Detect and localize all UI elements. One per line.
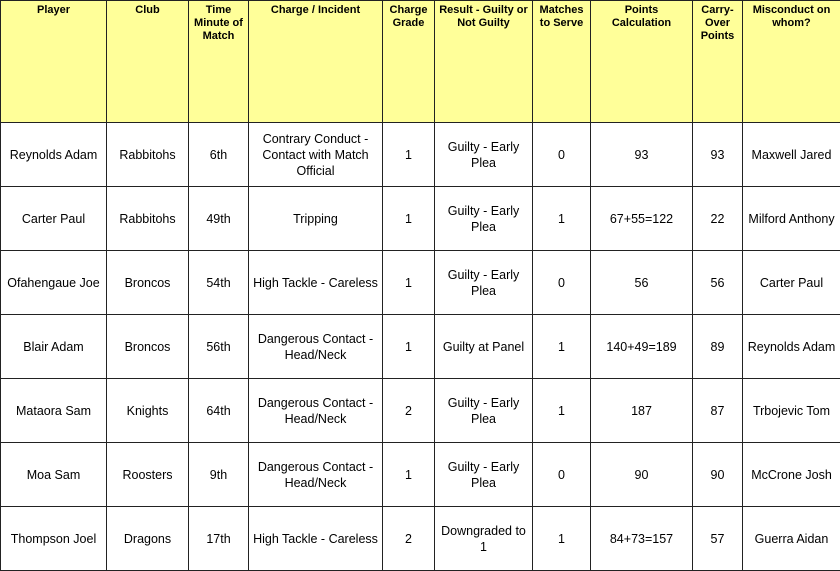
cell-player: Carter Paul [1, 187, 107, 251]
cell-result: Guilty - Early Plea [435, 443, 533, 507]
cell-points-calculation: 90 [591, 443, 693, 507]
cell-misconduct-on-whom: Milford Anthony [743, 187, 840, 251]
cell-carry-over-points: 93 [693, 123, 743, 187]
cell-carry-over-points: 57 [693, 507, 743, 571]
cell-matches-to-serve: 0 [533, 251, 591, 315]
cell-matches-to-serve: 1 [533, 187, 591, 251]
cell-charge-grade: 2 [383, 379, 435, 443]
cell-carry-over-points: 56 [693, 251, 743, 315]
header-row [1, 1, 840, 123]
cell-charge-incident: Dangerous Contact - Head/Neck [249, 443, 383, 507]
cell-matches-to-serve: 1 [533, 507, 591, 571]
cell-points-calculation: 67+55=122 [591, 187, 693, 251]
header-time-minute: Time Minute of Match [189, 1, 249, 123]
header-charge-incident: Charge / Incident [249, 1, 383, 123]
cell-carry-over-points: 90 [693, 443, 743, 507]
cell-matches-to-serve: 1 [533, 315, 591, 379]
cell-charge-incident: Dangerous Contact - Head/Neck [249, 379, 383, 443]
cell-charge-grade: 1 [383, 443, 435, 507]
cell-carry-over-points: 87 [693, 379, 743, 443]
cell-time-minute: 54th [189, 251, 249, 315]
cell-player: Blair Adam [1, 315, 107, 379]
cell-club: Broncos [107, 315, 189, 379]
table-row [1, 251, 840, 315]
cell-charge-incident: High Tackle - Careless [249, 251, 383, 315]
cell-charge-grade: 1 [383, 251, 435, 315]
header-player: Player [1, 1, 107, 123]
header-misconduct-on-whom: Misconduct on whom? [743, 1, 840, 123]
cell-club: Roosters [107, 443, 189, 507]
cell-charge-incident: Tripping [249, 187, 383, 251]
cell-charge-grade: 1 [383, 315, 435, 379]
cell-misconduct-on-whom: Reynolds Adam [743, 315, 840, 379]
header-club: Club [107, 1, 189, 123]
cell-club: Rabbitohs [107, 187, 189, 251]
table-row [1, 123, 840, 187]
cell-result: Guilty - Early Plea [435, 379, 533, 443]
header-charge-grade: Charge Grade [383, 1, 435, 123]
table-row [1, 379, 840, 443]
cell-charge-grade: 1 [383, 187, 435, 251]
cell-misconduct-on-whom: Maxwell Jared [743, 123, 840, 187]
table-body [1, 123, 840, 571]
cell-misconduct-on-whom: Guerra Aidan [743, 507, 840, 571]
cell-player: Mataora Sam [1, 379, 107, 443]
cell-charge-incident: Dangerous Contact - Head/Neck [249, 315, 383, 379]
cell-player: Ofahengaue Joe [1, 251, 107, 315]
cell-time-minute: 9th [189, 443, 249, 507]
table-row [1, 507, 840, 571]
cell-club: Dragons [107, 507, 189, 571]
cell-player: Thompson Joel [1, 507, 107, 571]
cell-matches-to-serve: 0 [533, 443, 591, 507]
cell-charge-incident: High Tackle - Careless [249, 507, 383, 571]
cell-points-calculation: 93 [591, 123, 693, 187]
cell-carry-over-points: 89 [693, 315, 743, 379]
cell-club: Broncos [107, 251, 189, 315]
header-carry-over-points: Carry-Over Points [693, 1, 743, 123]
cell-misconduct-on-whom: Trbojevic Tom [743, 379, 840, 443]
cell-charge-grade: 1 [383, 123, 435, 187]
cell-charge-grade: 2 [383, 507, 435, 571]
cell-points-calculation: 140+49=189 [591, 315, 693, 379]
cell-points-calculation: 187 [591, 379, 693, 443]
cell-result: Guilty - Early Plea [435, 187, 533, 251]
cell-result: Guilty at Panel [435, 315, 533, 379]
cell-player: Reynolds Adam [1, 123, 107, 187]
cell-result: Guilty - Early Plea [435, 123, 533, 187]
cell-time-minute: 6th [189, 123, 249, 187]
cell-result: Guilty - Early Plea [435, 251, 533, 315]
cell-points-calculation: 84+73=157 [591, 507, 693, 571]
table-row [1, 443, 840, 507]
header-points-calculation: Points Calculation [591, 1, 693, 123]
cell-time-minute: 49th [189, 187, 249, 251]
cell-club: Knights [107, 379, 189, 443]
header-result: Result - Guilty or Not Guilty [435, 1, 533, 123]
cell-charge-incident: Contrary Conduct - Contact with Match Official [249, 123, 383, 187]
cell-time-minute: 17th [189, 507, 249, 571]
cell-matches-to-serve: 1 [533, 379, 591, 443]
cell-carry-over-points: 22 [693, 187, 743, 251]
cell-misconduct-on-whom: McCrone Josh [743, 443, 840, 507]
cell-result: Downgraded to 1 [435, 507, 533, 571]
cell-matches-to-serve: 0 [533, 123, 591, 187]
cell-player: Moa Sam [1, 443, 107, 507]
cell-club: Rabbitohs [107, 123, 189, 187]
table-row [1, 187, 840, 251]
header-matches-to-serve: Matches to Serve [533, 1, 591, 123]
cell-points-calculation: 56 [591, 251, 693, 315]
cell-time-minute: 56th [189, 315, 249, 379]
table-row [1, 315, 840, 379]
cell-time-minute: 64th [189, 379, 249, 443]
cell-misconduct-on-whom: Carter Paul [743, 251, 840, 315]
